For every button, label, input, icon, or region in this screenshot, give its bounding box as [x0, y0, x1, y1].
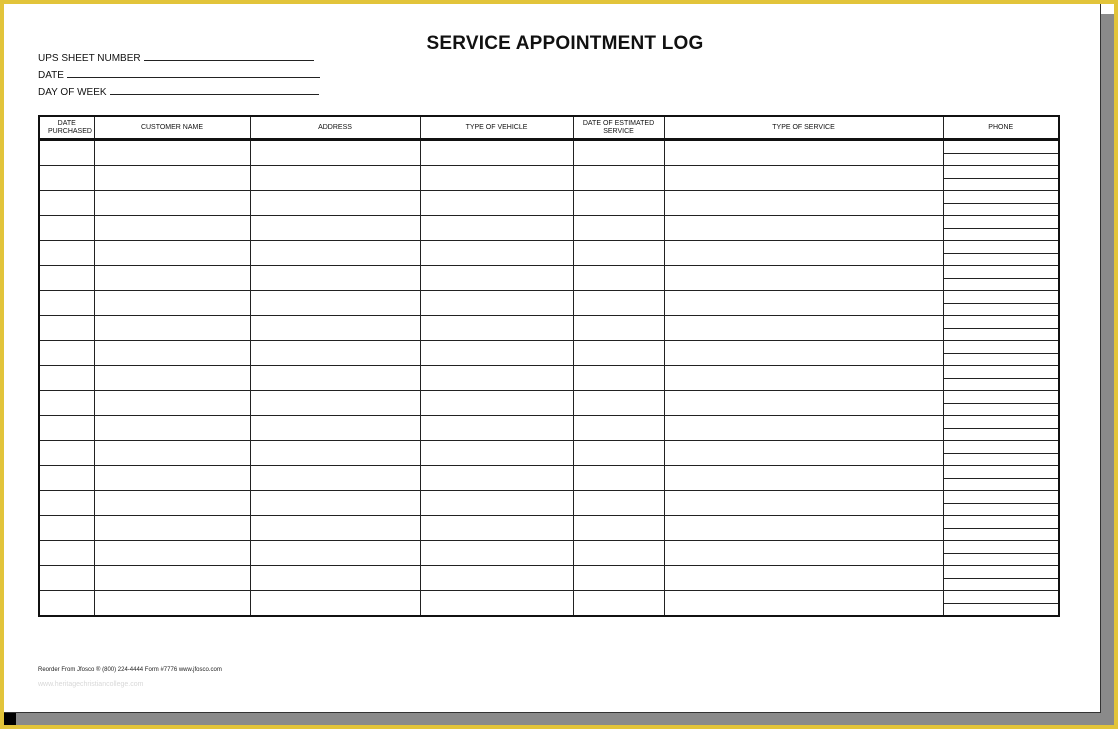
cell-type-of-service[interactable]: [664, 566, 943, 591]
column-header-date-of-estimated-service: DATE OF ESTIMATED SERVICE: [573, 116, 664, 140]
cell-date-purchased[interactable]: [39, 541, 94, 566]
table-row: [39, 266, 1059, 291]
cell-date-of-estimated-service[interactable]: [573, 291, 664, 316]
cell-date-of-estimated-service[interactable]: [573, 466, 664, 491]
column-header-type-of-service: TYPE OF SERVICE: [664, 116, 943, 140]
table-row: [39, 241, 1059, 266]
cell-date-purchased[interactable]: [39, 416, 94, 441]
cell-type-of-service[interactable]: [664, 140, 943, 166]
cell-address[interactable]: [250, 391, 420, 416]
cell-address[interactable]: [250, 566, 420, 591]
cell-date-of-estimated-service[interactable]: [573, 516, 664, 541]
cell-type-of-vehicle[interactable]: [420, 391, 573, 416]
table-row: [39, 566, 1059, 591]
day-of-week-label: DAY OF WEEK: [38, 87, 107, 98]
cell-type-of-service[interactable]: [664, 516, 943, 541]
cell-address[interactable]: [250, 216, 420, 241]
table-row: [39, 140, 1059, 166]
day-of-week-line[interactable]: [110, 85, 319, 95]
day-of-week-field[interactable]: [38, 85, 319, 98]
phone-split-line: [944, 428, 1059, 429]
phone-split-line: [944, 328, 1059, 329]
cell-type-of-service[interactable]: [664, 191, 943, 216]
watermark-text: www.heritagechristiancollege.com: [38, 681, 144, 688]
page-title: SERVICE APPOINTMENT LOG: [426, 33, 704, 54]
cell-date-of-estimated-service[interactable]: [573, 541, 664, 566]
cell-date-purchased[interactable]: [39, 366, 94, 391]
cell-phone[interactable]: [943, 266, 1059, 291]
cell-date-purchased[interactable]: [39, 316, 94, 341]
cell-date-of-estimated-service[interactable]: [573, 266, 664, 291]
cell-date-of-estimated-service[interactable]: [573, 341, 664, 366]
cell-phone[interactable]: [943, 291, 1059, 316]
cell-address[interactable]: [250, 591, 420, 617]
cell-type-of-vehicle[interactable]: [420, 416, 573, 441]
cell-customer-name[interactable]: [94, 491, 250, 516]
column-header-address: ADDRESS: [250, 116, 420, 140]
phone-split-line: [944, 278, 1059, 279]
cell-type-of-vehicle[interactable]: [420, 216, 573, 241]
cell-date-purchased[interactable]: [39, 216, 94, 241]
column-header-type-of-vehicle: TYPE OF VEHICLE: [420, 116, 573, 140]
phone-split-line: [944, 503, 1059, 504]
cell-phone[interactable]: [943, 591, 1059, 617]
phone-split-line: [944, 303, 1059, 304]
cell-address[interactable]: [250, 316, 420, 341]
table-header-row: [39, 116, 1059, 140]
appointment-table: [38, 115, 1060, 617]
cell-date-of-estimated-service[interactable]: [573, 491, 664, 516]
cell-date-of-estimated-service[interactable]: [573, 140, 664, 166]
cell-customer-name[interactable]: [94, 166, 250, 191]
date-line[interactable]: [67, 68, 320, 78]
cell-date-of-estimated-service[interactable]: [573, 591, 664, 617]
cell-date-purchased[interactable]: [39, 466, 94, 491]
table-row: [39, 341, 1059, 366]
cell-customer-name[interactable]: [94, 566, 250, 591]
cell-type-of-vehicle[interactable]: [420, 166, 573, 191]
cell-phone[interactable]: [943, 566, 1059, 591]
table-row: [39, 366, 1059, 391]
ups-sheet-number-line[interactable]: [144, 51, 314, 61]
ups-sheet-number-field[interactable]: [38, 51, 314, 64]
cell-customer-name[interactable]: [94, 140, 250, 166]
phone-split-line: [944, 253, 1059, 254]
cell-type-of-service[interactable]: [664, 541, 943, 566]
cell-date-purchased[interactable]: [39, 140, 94, 166]
table-row: [39, 291, 1059, 316]
cell-phone[interactable]: [943, 166, 1059, 191]
table-body: [39, 140, 1059, 617]
cell-date-purchased[interactable]: [39, 166, 94, 191]
cell-type-of-vehicle[interactable]: [420, 591, 573, 617]
page-shadow-bottom: [14, 712, 1114, 725]
phone-split-line: [944, 603, 1059, 604]
cell-date-purchased[interactable]: [39, 241, 94, 266]
cell-type-of-service[interactable]: [664, 216, 943, 241]
cell-type-of-service[interactable]: [664, 391, 943, 416]
cell-customer-name[interactable]: [94, 391, 250, 416]
cell-phone[interactable]: [943, 140, 1059, 166]
cell-phone[interactable]: [943, 316, 1059, 341]
cell-phone[interactable]: [943, 491, 1059, 516]
cell-address[interactable]: [250, 416, 420, 441]
cell-date-of-estimated-service[interactable]: [573, 416, 664, 441]
cell-type-of-vehicle[interactable]: [420, 341, 573, 366]
cell-date-of-estimated-service[interactable]: [573, 366, 664, 391]
cell-address[interactable]: [250, 491, 420, 516]
cell-type-of-vehicle[interactable]: [420, 191, 573, 216]
cell-type-of-service[interactable]: [664, 366, 943, 391]
cell-date-of-estimated-service[interactable]: [573, 191, 664, 216]
phone-split-line: [944, 453, 1059, 454]
phone-split-line: [944, 578, 1059, 579]
cell-type-of-service[interactable]: [664, 491, 943, 516]
corner-mark: [4, 712, 16, 725]
cell-customer-name[interactable]: [94, 466, 250, 491]
cell-date-purchased[interactable]: [39, 266, 94, 291]
cell-customer-name[interactable]: [94, 516, 250, 541]
cell-customer-name[interactable]: [94, 366, 250, 391]
cell-phone[interactable]: [943, 466, 1059, 491]
column-header-phone: PHONE: [943, 116, 1059, 140]
cell-address[interactable]: [250, 241, 420, 266]
table-row: [39, 191, 1059, 216]
cell-type-of-vehicle[interactable]: [420, 516, 573, 541]
cell-type-of-service[interactable]: [664, 166, 943, 191]
cell-phone[interactable]: [943, 241, 1059, 266]
cell-type-of-service[interactable]: [664, 591, 943, 617]
cell-date-of-estimated-service[interactable]: [573, 216, 664, 241]
cell-phone[interactable]: [943, 341, 1059, 366]
cell-address[interactable]: [250, 191, 420, 216]
cell-address[interactable]: [250, 516, 420, 541]
phone-split-line: [944, 203, 1059, 204]
cell-phone[interactable]: [943, 541, 1059, 566]
table-row: [39, 541, 1059, 566]
column-header-date-purchased: DATE PURCHASED: [39, 116, 94, 140]
cell-type-of-service[interactable]: [664, 241, 943, 266]
table-row: [39, 516, 1059, 541]
cell-customer-name[interactable]: [94, 416, 250, 441]
cell-date-purchased[interactable]: [39, 341, 94, 366]
cell-date-purchased[interactable]: [39, 491, 94, 516]
table-row: [39, 591, 1059, 617]
phone-split-line: [944, 478, 1059, 479]
cell-type-of-service[interactable]: [664, 266, 943, 291]
cell-type-of-vehicle[interactable]: [420, 366, 573, 391]
page-shadow-right: [1100, 14, 1114, 725]
cell-type-of-vehicle[interactable]: [420, 541, 573, 566]
phone-split-line: [944, 228, 1059, 229]
cell-address[interactable]: [250, 441, 420, 466]
cell-date-of-estimated-service[interactable]: [573, 241, 664, 266]
cell-type-of-vehicle[interactable]: [420, 441, 573, 466]
cell-date-of-estimated-service[interactable]: [573, 166, 664, 191]
cell-type-of-vehicle[interactable]: [420, 316, 573, 341]
cell-date-of-estimated-service[interactable]: [573, 391, 664, 416]
cell-customer-name[interactable]: [94, 266, 250, 291]
cell-date-purchased[interactable]: [39, 391, 94, 416]
cell-address[interactable]: [250, 366, 420, 391]
cell-phone[interactable]: [943, 416, 1059, 441]
cell-type-of-vehicle[interactable]: [420, 291, 573, 316]
cell-customer-name[interactable]: [94, 541, 250, 566]
cell-date-of-estimated-service[interactable]: [573, 566, 664, 591]
cell-type-of-vehicle[interactable]: [420, 491, 573, 516]
cell-date-purchased[interactable]: [39, 516, 94, 541]
cell-type-of-service[interactable]: [664, 291, 943, 316]
cell-phone[interactable]: [943, 516, 1059, 541]
cell-address[interactable]: [250, 541, 420, 566]
cell-address[interactable]: [250, 341, 420, 366]
cell-type-of-service[interactable]: [664, 416, 943, 441]
cell-date-purchased[interactable]: [39, 566, 94, 591]
table-row: [39, 416, 1059, 441]
cell-type-of-service[interactable]: [664, 466, 943, 491]
date-field[interactable]: [38, 68, 320, 81]
cell-customer-name[interactable]: [94, 341, 250, 366]
table-row: [39, 491, 1059, 516]
cell-date-purchased[interactable]: [39, 441, 94, 466]
cell-customer-name[interactable]: [94, 316, 250, 341]
ups-sheet-number-label: UPS SHEET NUMBER: [38, 53, 141, 64]
phone-split-line: [944, 528, 1059, 529]
cell-date-purchased[interactable]: [39, 591, 94, 617]
phone-split-line: [944, 153, 1059, 154]
cell-type-of-vehicle[interactable]: [420, 266, 573, 291]
cell-type-of-service[interactable]: [664, 316, 943, 341]
cell-type-of-vehicle[interactable]: [420, 140, 573, 166]
cell-phone[interactable]: [943, 366, 1059, 391]
table-row: [39, 316, 1059, 341]
column-header-customer-name: CUSTOMER NAME: [94, 116, 250, 140]
cell-address[interactable]: [250, 291, 420, 316]
cell-type-of-service[interactable]: [664, 441, 943, 466]
cell-customer-name[interactable]: [94, 216, 250, 241]
cell-date-of-estimated-service[interactable]: [573, 316, 664, 341]
cell-customer-name[interactable]: [94, 441, 250, 466]
reorder-footer: Reorder From Jfosco ® (800) 224-4444 Form #7776 www.jfosco.com: [38, 667, 222, 673]
cell-address[interactable]: [250, 266, 420, 291]
phone-split-line: [944, 178, 1059, 179]
phone-split-line: [944, 353, 1059, 354]
cell-phone[interactable]: [943, 216, 1059, 241]
cell-address[interactable]: [250, 140, 420, 166]
date-label: DATE: [38, 70, 64, 81]
phone-split-line: [944, 553, 1059, 554]
cell-customer-name[interactable]: [94, 191, 250, 216]
cell-type-of-vehicle[interactable]: [420, 241, 573, 266]
cell-type-of-vehicle[interactable]: [420, 566, 573, 591]
table-row: [39, 441, 1059, 466]
cell-date-purchased[interactable]: [39, 191, 94, 216]
cell-address[interactable]: [250, 166, 420, 191]
cell-customer-name[interactable]: [94, 291, 250, 316]
cell-type-of-vehicle[interactable]: [420, 466, 573, 491]
table-row: [39, 466, 1059, 491]
cell-customer-name[interactable]: [94, 241, 250, 266]
cell-date-purchased[interactable]: [39, 291, 94, 316]
table-row: [39, 216, 1059, 241]
table-row: [39, 166, 1059, 191]
phone-split-line: [944, 403, 1059, 404]
cell-type-of-service[interactable]: [664, 341, 943, 366]
cell-phone[interactable]: [943, 391, 1059, 416]
cell-date-of-estimated-service[interactable]: [573, 441, 664, 466]
cell-address[interactable]: [250, 466, 420, 491]
phone-split-line: [944, 378, 1059, 379]
cell-customer-name[interactable]: [94, 591, 250, 617]
cell-phone[interactable]: [943, 441, 1059, 466]
cell-phone[interactable]: [943, 191, 1059, 216]
table-row: [39, 391, 1059, 416]
